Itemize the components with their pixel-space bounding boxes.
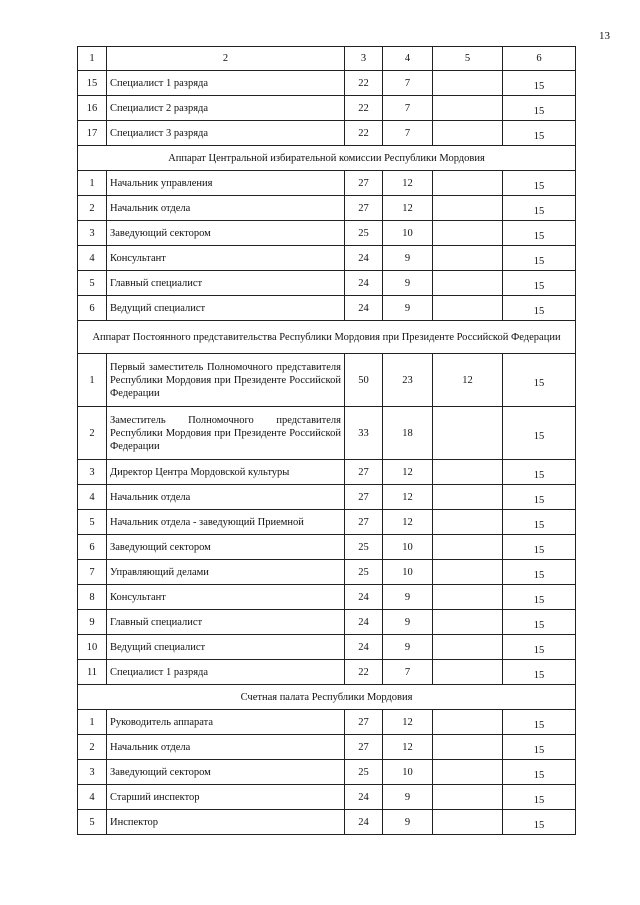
position-name: Начальник управления [107, 171, 345, 196]
value-col-3: 27 [345, 735, 383, 760]
table-row [78, 560, 576, 585]
value-col-4: 12 [383, 171, 433, 196]
row-number: 4 [78, 785, 107, 810]
value-col-6: 15 [503, 354, 576, 407]
value-col-5 [433, 407, 503, 460]
row-number: 5 [78, 271, 107, 296]
row-number: 16 [78, 96, 107, 121]
row-number: 15 [78, 71, 107, 96]
position-name: Специалист 3 разряда [107, 121, 345, 146]
table-row [78, 485, 576, 510]
value-col-6: 15 [503, 246, 576, 271]
position-name: Специалист 1 разряда [107, 71, 345, 96]
value-col-4: 10 [383, 535, 433, 560]
row-number: 6 [78, 296, 107, 321]
section-title-row [78, 321, 576, 354]
position-name: Консультант [107, 585, 345, 610]
value-col-6: 15 [503, 560, 576, 585]
value-col-4: 7 [383, 660, 433, 685]
value-col-6: 15 [503, 96, 576, 121]
value-col-4: 7 [383, 71, 433, 96]
value-col-5: 12 [433, 354, 503, 407]
value-col-4: 9 [383, 296, 433, 321]
value-col-3: 22 [345, 71, 383, 96]
value-col-5 [433, 296, 503, 321]
position-name: Начальник отдела [107, 485, 345, 510]
position-name: Инспектор [107, 810, 345, 835]
value-col-4: 9 [383, 635, 433, 660]
page-number: 13 [599, 30, 610, 42]
position-name: Заведующий сектором [107, 221, 345, 246]
value-col-5 [433, 460, 503, 485]
column-number-6: 6 [503, 47, 576, 71]
value-col-5 [433, 271, 503, 296]
value-col-6: 15 [503, 407, 576, 460]
position-name: Управляющий делами [107, 560, 345, 585]
table-row [78, 121, 576, 146]
table-row [78, 196, 576, 221]
table-row [78, 785, 576, 810]
value-col-3: 24 [345, 785, 383, 810]
section-title-row [78, 146, 576, 171]
value-col-3: 27 [345, 485, 383, 510]
value-col-5 [433, 635, 503, 660]
table-row [78, 221, 576, 246]
row-number: 2 [78, 407, 107, 460]
value-col-4: 12 [383, 460, 433, 485]
section-title: Аппарат Центральной избирательной комиссии Республики Мордовия [78, 146, 576, 171]
row-number: 8 [78, 585, 107, 610]
row-number: 4 [78, 246, 107, 271]
value-col-3: 25 [345, 221, 383, 246]
value-col-6: 15 [503, 610, 576, 635]
value-col-3: 27 [345, 710, 383, 735]
value-col-6: 15 [503, 785, 576, 810]
value-col-3: 22 [345, 121, 383, 146]
position-name: Ведущий специалист [107, 296, 345, 321]
salary-table [77, 46, 576, 835]
table-row [78, 271, 576, 296]
value-col-6: 15 [503, 510, 576, 535]
row-number: 2 [78, 196, 107, 221]
value-col-4: 12 [383, 196, 433, 221]
table-row [78, 635, 576, 660]
table-row [78, 760, 576, 785]
section-title-row [78, 685, 576, 710]
value-col-5 [433, 221, 503, 246]
table-row [78, 710, 576, 735]
value-col-3: 25 [345, 760, 383, 785]
section-title: Аппарат Постоянного представительства Республики Мордовия при Президенте Российской Федерации [78, 321, 576, 354]
column-number-4: 4 [383, 47, 433, 71]
value-col-4: 9 [383, 585, 433, 610]
value-col-4: 9 [383, 810, 433, 835]
value-col-4: 23 [383, 354, 433, 407]
table-row [78, 585, 576, 610]
value-col-5 [433, 585, 503, 610]
value-col-3: 25 [345, 535, 383, 560]
value-col-5 [433, 760, 503, 785]
value-col-4: 10 [383, 221, 433, 246]
table-row [78, 354, 576, 407]
value-col-5 [433, 196, 503, 221]
value-col-5 [433, 96, 503, 121]
value-col-4: 10 [383, 760, 433, 785]
value-col-4: 18 [383, 407, 433, 460]
table-row [78, 407, 576, 460]
value-col-6: 15 [503, 810, 576, 835]
position-name: Специалист 2 разряда [107, 96, 345, 121]
value-col-5 [433, 710, 503, 735]
row-number: 6 [78, 535, 107, 560]
row-number: 7 [78, 560, 107, 585]
value-col-4: 12 [383, 510, 433, 535]
value-col-5 [433, 485, 503, 510]
table-row [78, 296, 576, 321]
row-number: 9 [78, 610, 107, 635]
value-col-4: 12 [383, 710, 433, 735]
position-name: Специалист 1 разряда [107, 660, 345, 685]
table-row [78, 610, 576, 635]
value-col-4: 10 [383, 560, 433, 585]
value-col-5 [433, 171, 503, 196]
column-number-2: 2 [107, 47, 345, 71]
value-col-3: 27 [345, 460, 383, 485]
position-name: Главный специалист [107, 610, 345, 635]
value-col-5 [433, 735, 503, 760]
value-col-5 [433, 535, 503, 560]
position-name: Ведущий специалист [107, 635, 345, 660]
value-col-3: 22 [345, 660, 383, 685]
value-col-5 [433, 246, 503, 271]
row-number: 3 [78, 760, 107, 785]
table-row [78, 246, 576, 271]
value-col-6: 15 [503, 735, 576, 760]
position-name: Директор Центра Мордовской культуры [107, 460, 345, 485]
row-number: 1 [78, 710, 107, 735]
value-col-6: 15 [503, 585, 576, 610]
value-col-4: 9 [383, 785, 433, 810]
value-col-4: 9 [383, 271, 433, 296]
position-name: Начальник отдела [107, 735, 345, 760]
position-name: Главный специалист [107, 271, 345, 296]
value-col-4: 9 [383, 246, 433, 271]
position-name: Консультант [107, 246, 345, 271]
table-row [78, 71, 576, 96]
value-col-5 [433, 660, 503, 685]
position-name: Руководитель аппарата [107, 710, 345, 735]
row-number: 1 [78, 171, 107, 196]
value-col-3: 27 [345, 510, 383, 535]
row-number: 5 [78, 810, 107, 835]
table-row [78, 810, 576, 835]
value-col-6: 15 [503, 196, 576, 221]
value-col-5 [433, 560, 503, 585]
column-number-1: 1 [78, 47, 107, 71]
value-col-3: 50 [345, 354, 383, 407]
row-number: 17 [78, 121, 107, 146]
value-col-4: 12 [383, 485, 433, 510]
value-col-6: 15 [503, 121, 576, 146]
value-col-6: 15 [503, 535, 576, 560]
value-col-3: 27 [345, 171, 383, 196]
value-col-6: 15 [503, 710, 576, 735]
column-number-5: 5 [433, 47, 503, 71]
row-number: 1 [78, 354, 107, 407]
row-number: 4 [78, 485, 107, 510]
value-col-3: 24 [345, 635, 383, 660]
column-number-row [78, 47, 576, 71]
column-number-3: 3 [345, 47, 383, 71]
value-col-5 [433, 610, 503, 635]
value-col-6: 15 [503, 221, 576, 246]
table-row [78, 660, 576, 685]
value-col-3: 22 [345, 96, 383, 121]
row-number: 3 [78, 221, 107, 246]
value-col-3: 24 [345, 246, 383, 271]
value-col-3: 24 [345, 610, 383, 635]
position-name: Заведующий сектором [107, 535, 345, 560]
table-row [78, 535, 576, 560]
table-row [78, 96, 576, 121]
value-col-3: 25 [345, 560, 383, 585]
table-row [78, 460, 576, 485]
value-col-6: 15 [503, 71, 576, 96]
value-col-4: 12 [383, 735, 433, 760]
position-name: Первый заместитель Полномочного представителя Республики Мордовия при Президенте Российской Федерации [107, 354, 345, 407]
value-col-4: 9 [383, 610, 433, 635]
value-col-4: 7 [383, 96, 433, 121]
table-row [78, 171, 576, 196]
value-col-6: 15 [503, 171, 576, 196]
table-body [78, 47, 576, 835]
value-col-3: 24 [345, 810, 383, 835]
value-col-6: 15 [503, 460, 576, 485]
value-col-3: 24 [345, 271, 383, 296]
row-number: 3 [78, 460, 107, 485]
row-number: 11 [78, 660, 107, 685]
value-col-3: 27 [345, 196, 383, 221]
position-name: Заведующий сектором [107, 760, 345, 785]
table-row [78, 510, 576, 535]
value-col-5 [433, 510, 503, 535]
value-col-3: 24 [345, 585, 383, 610]
table-row [78, 735, 576, 760]
value-col-6: 15 [503, 485, 576, 510]
position-name: Начальник отдела - заведующий Приемной [107, 510, 345, 535]
value-col-4: 7 [383, 121, 433, 146]
value-col-5 [433, 121, 503, 146]
value-col-6: 15 [503, 635, 576, 660]
value-col-5 [433, 785, 503, 810]
position-name: Начальник отдела [107, 196, 345, 221]
value-col-3: 33 [345, 407, 383, 460]
section-title: Счетная палата Республики Мордовия [78, 685, 576, 710]
value-col-6: 15 [503, 296, 576, 321]
value-col-6: 15 [503, 660, 576, 685]
row-number: 2 [78, 735, 107, 760]
row-number: 10 [78, 635, 107, 660]
value-col-5 [433, 810, 503, 835]
value-col-6: 15 [503, 760, 576, 785]
value-col-3: 24 [345, 296, 383, 321]
position-name: Заместитель Полномочного представителя Республики Мордовия при Президенте Российской Федерации [107, 407, 345, 460]
row-number: 5 [78, 510, 107, 535]
value-col-6: 15 [503, 271, 576, 296]
position-name: Старший инспектор [107, 785, 345, 810]
value-col-5 [433, 71, 503, 96]
